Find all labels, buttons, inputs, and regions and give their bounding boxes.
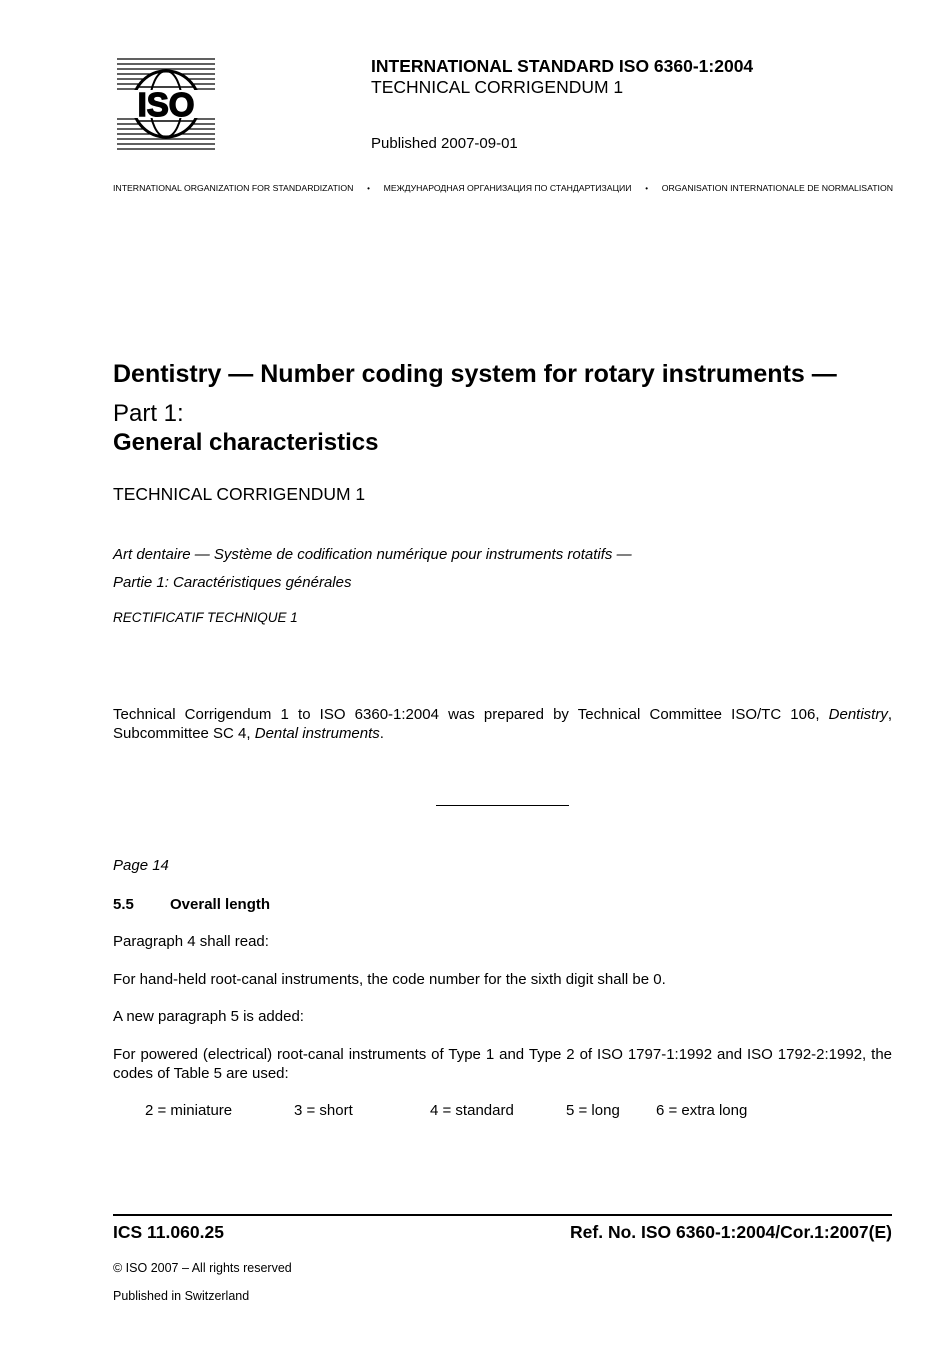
paragraph: Paragraph 4 shall read: (113, 933, 269, 950)
code-item: 3 = short (294, 1102, 353, 1119)
foreword-paragraph (113, 705, 892, 743)
reference-number: Ref. No. ISO 6360-1:2004/Cor.1:2007(E) (570, 1222, 892, 1242)
code-item: 4 = standard (430, 1102, 514, 1119)
org-name-ru: МЕЖДУНАРОДНАЯ ОРГАНИЗАЦИЯ ПО СТАНДАРТИЗАЦИИ (383, 183, 632, 193)
published-in: Published in Switzerland (113, 1289, 250, 1303)
footer-divider (113, 1214, 892, 1216)
iso-logo-text: ISO (137, 86, 195, 123)
copyright-notice: © ISO 2007 – All rights reserved (113, 1261, 292, 1275)
foreword-text: . (379, 725, 384, 742)
clause-title: Overall length (170, 896, 271, 913)
iso-logo (117, 57, 215, 151)
standard-subtitle: TECHNICAL CORRIGENDUM 1 (371, 77, 624, 97)
foreword-text: , Subcommittee SC 4, (113, 706, 892, 742)
french-title: Art dentaire — Système de codification numérique pour instruments rotatifs — (113, 546, 632, 563)
section-divider (436, 805, 569, 806)
part-number: Part 1: (113, 400, 184, 427)
committee-name: Dentistry (828, 706, 888, 723)
foreword-text: Technical Corrigendum 1 to ISO 6360-1:2004 was prepared by Technical Committee ISO/TC 106, (113, 706, 829, 723)
paragraph: For hand-held root-canal instruments, the code number for the sixth digit shall be 0. (113, 971, 666, 988)
subcommittee-name: Dental instruments (254, 725, 380, 742)
code-item: 6 = extra long (656, 1102, 748, 1119)
ics-code: ICS 11.060.25 (113, 1222, 224, 1242)
french-part-title: Partie 1: Caractéristiques générales (113, 574, 352, 591)
org-name-fr: ORGANISATION INTERNATIONALE DE NORMALISATION (661, 183, 893, 193)
french-rectificatif: RECTIFICATIF TECHNIQUE 1 (113, 610, 298, 625)
bullet-separator: • (367, 183, 370, 193)
paragraph: For powered (electrical) root-canal instruments of Type 1 and Type 2 of ISO 1797-1:1992 and ISO 1792-2:1992, the codes of Table 5 are used: (113, 1046, 892, 1082)
bullet-separator: • (645, 183, 649, 193)
clause-heading (113, 895, 270, 915)
document-title: Dentistry — Number coding system for rotary instruments — (113, 360, 837, 388)
code-item: 5 = long (566, 1102, 620, 1119)
published-date: Published 2007-09-01 (371, 135, 518, 152)
part-title: General characteristics (113, 429, 379, 456)
org-name-en: INTERNATIONAL ORGANIZATION FOR STANDARDIZATION (113, 183, 354, 193)
paragraph: A new paragraph 5 is added: (113, 1008, 304, 1025)
corrigendum-label: TECHNICAL CORRIGENDUM 1 (113, 484, 366, 504)
code-item: 2 = miniature (145, 1102, 233, 1119)
organization-line (113, 183, 893, 193)
clause-number: 5.5 (113, 896, 134, 913)
page-reference: Page 14 (113, 857, 169, 874)
standard-title: INTERNATIONAL STANDARD ISO 6360-1:2004 (371, 56, 754, 76)
